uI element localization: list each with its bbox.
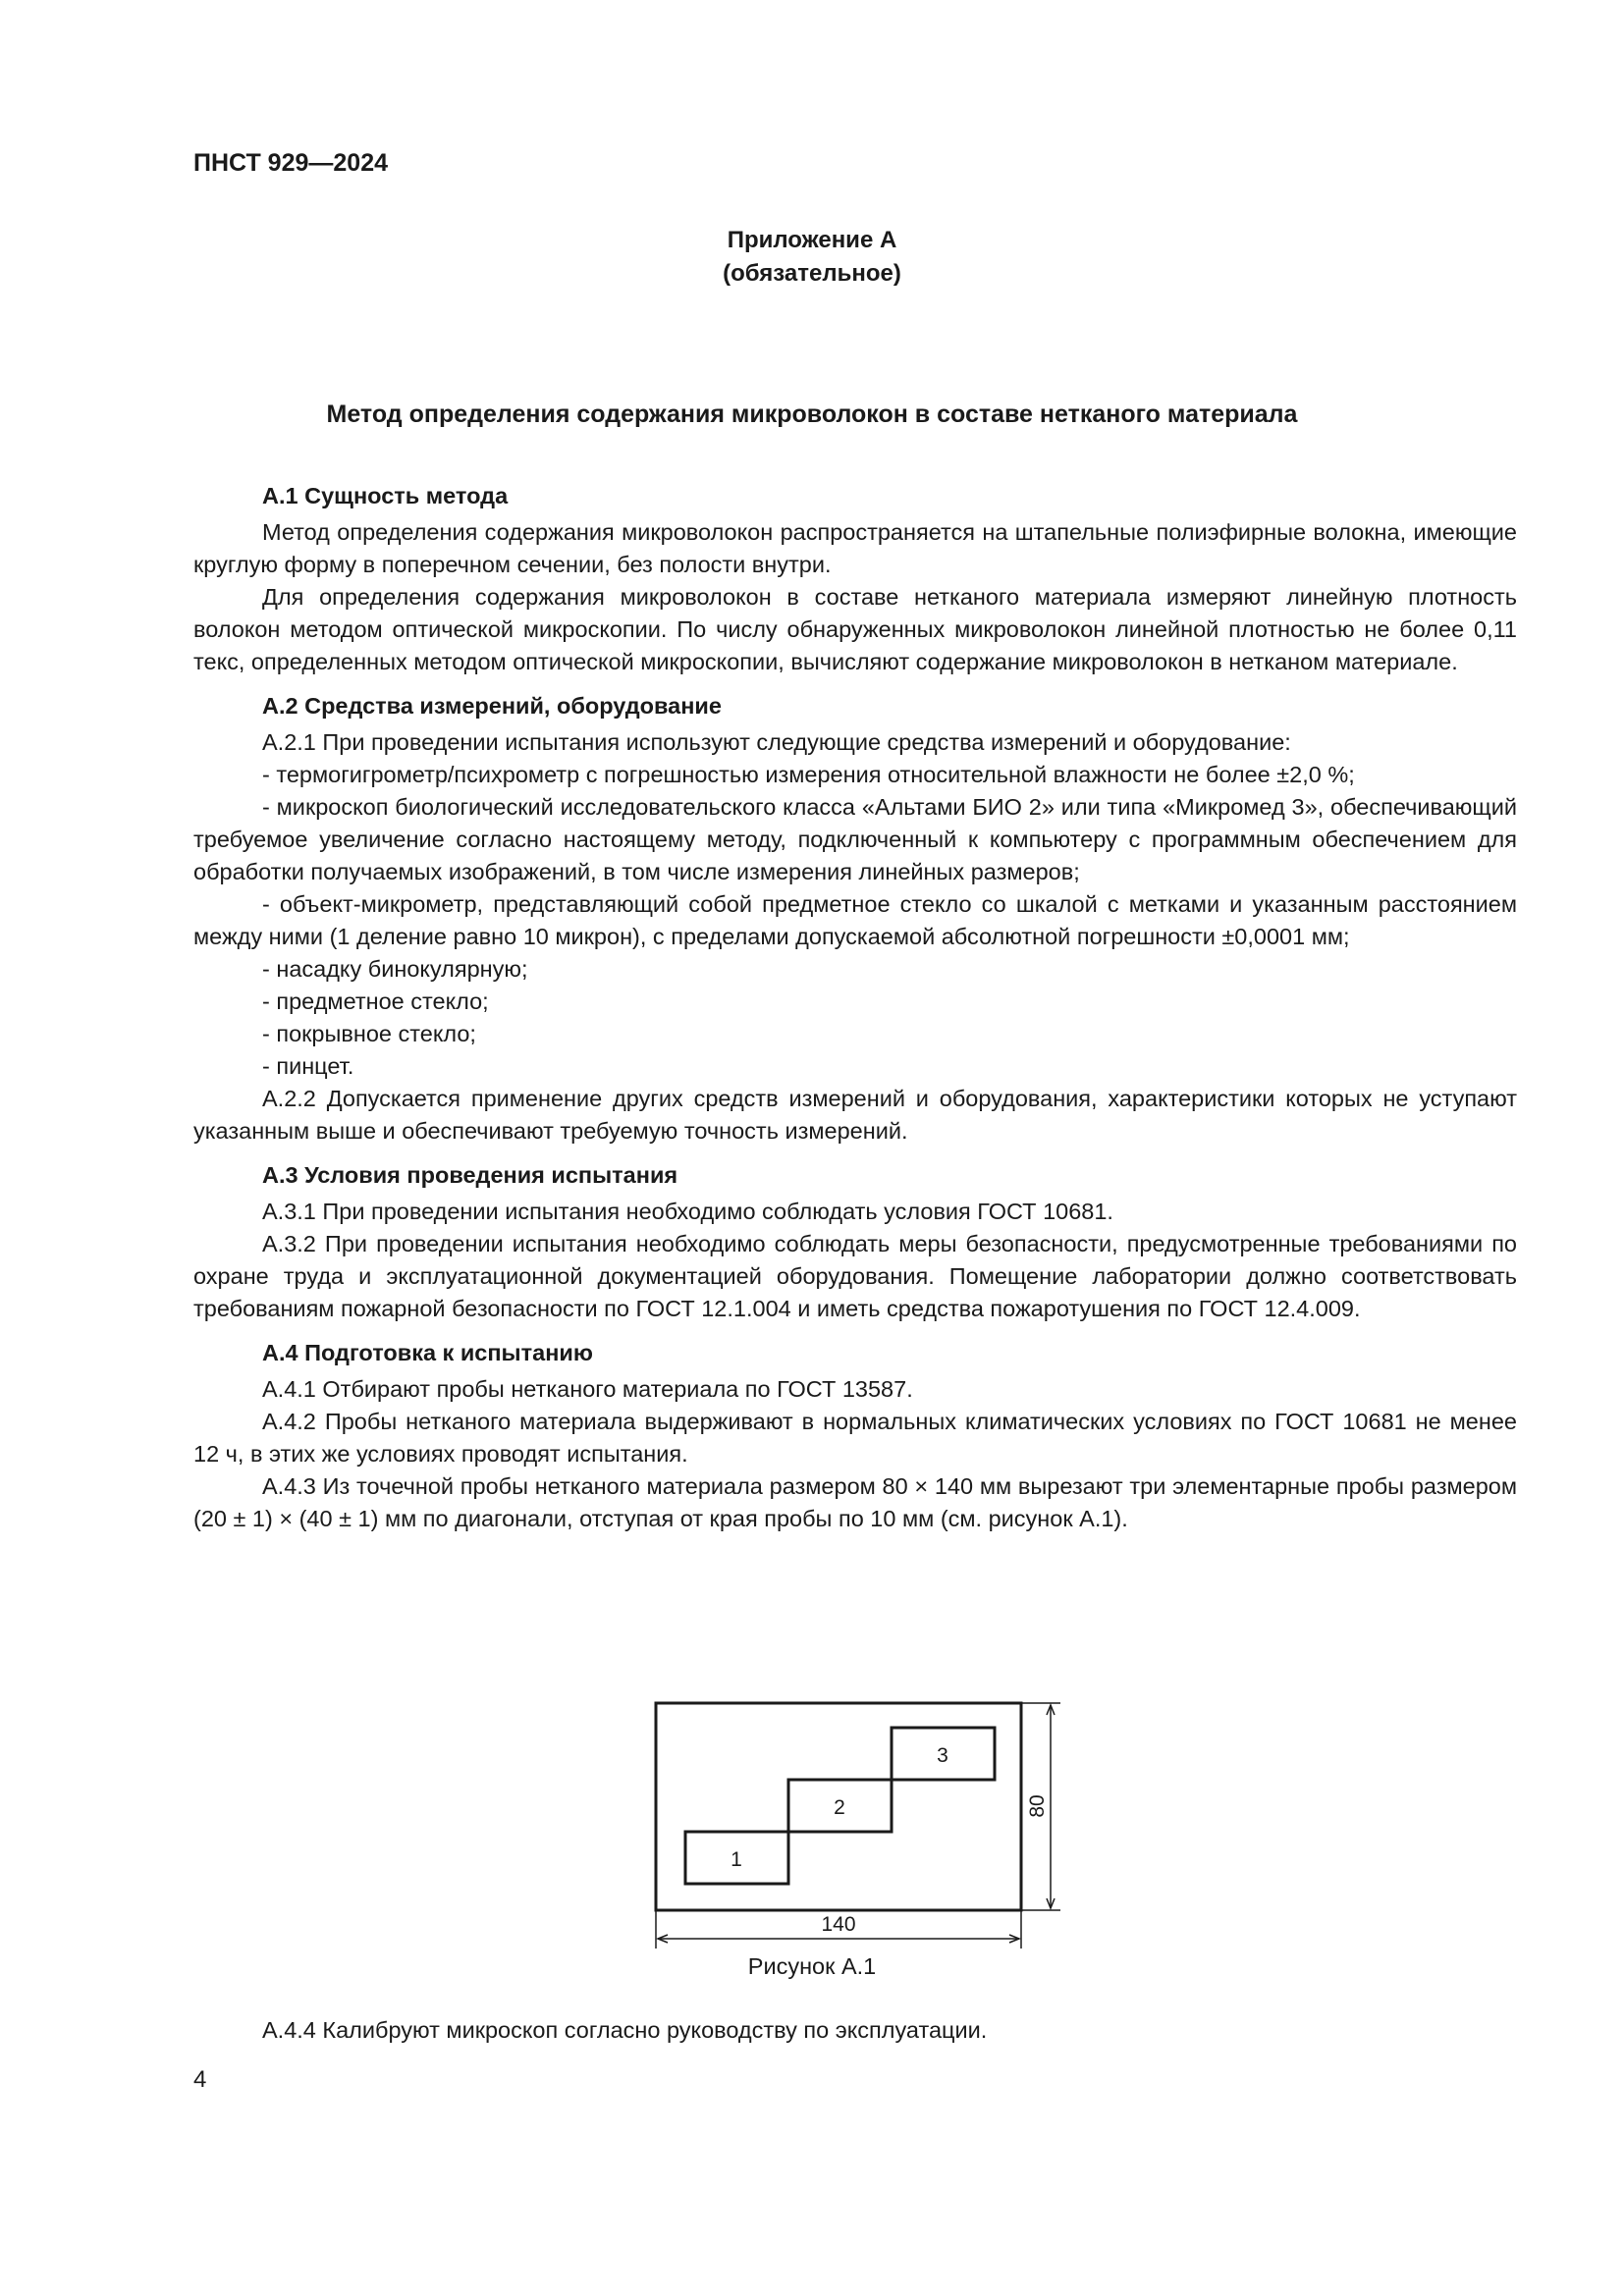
paragraph: А.4.1 Отбирают пробы нетканого материала по ГОСТ 13587. <box>262 1376 913 1402</box>
list-item: - насадку бинокулярную; <box>262 956 528 982</box>
list-item: - объект-микрометр, представляющий собой предметное стекло со шкалой с метками и указанным расстоянием между ними (1 деление равно 10 микрон), с пределами допускаемой абсолютной погрешности ±0,0001 мм; <box>193 891 1517 949</box>
method-title: Метод определения содержания микроволокон в составе нетканого материала <box>326 400 1298 428</box>
figure-caption: Рисунок А.1 <box>747 1953 877 1979</box>
paragraph: А.4.4 Калибруют микроскоп согласно руководству по эксплуатации. <box>262 2017 988 2043</box>
list-item: - покрывное стекло; <box>262 1021 476 1046</box>
paragraph: Метод определения содержания микроволокон распространяется на штапельные полиэфирные волокна, имеющие круглую форму в поперечном сечении, без полости внутри. <box>193 519 1517 577</box>
page-number: 4 <box>193 2066 207 2093</box>
paragraph: Для определения содержания микроволокон в составе нетканого материала измеряют линейную плотность волокон методом оптической микроскопии. По числу обнаруженных микроволокон линейной плотностью не более 0,11 текс, определенных методом оптической микроскопии, вычисляют содержание микроволокон в нетканом материале. <box>193 584 1517 674</box>
specimen-label-3: 3 <box>937 1744 948 1767</box>
list-item: - микроскоп биологический исследовательского класса «Альтами БИО 2» или типа «Микромед 3», обеспечивающий требуемое увеличение согласно настоящему методу, подключенный к компьютеру с программным обеспечением для обработки получаемых изображений, в том числе измерения линейных размеров; <box>193 794 1517 884</box>
figure-a1 <box>0 1669 1624 1936</box>
paragraph: А.4.2 Пробы нетканого материала выдерживают в нормальных климатических условиях по ГОСТ 10681 не менее 12 ч, в этих же условиях проводят испытания. <box>193 1409 1517 1467</box>
width-label: 140 <box>821 1913 856 1936</box>
list-item: - термогигрометр/психрометр с погрешностью измерения относительной влажности не более ±2,0 %; <box>262 762 1355 787</box>
section-heading: А.1 Сущность метода <box>262 483 509 508</box>
paragraph: А.2.2 Допускается применение других средств измерений и оборудования, характеристики которых не уступают указанным выше и обеспечивают требуемую точность измерений. <box>193 1086 1517 1144</box>
section-heading: А.2 Средства измерений, оборудование <box>262 693 722 719</box>
document-body <box>193 480 1517 1535</box>
document-body-continued <box>193 2014 1517 2047</box>
appendix-heading <box>0 224 1624 291</box>
appendix-title: Приложение А <box>727 227 897 253</box>
document-code: ПНСТ 929—2024 <box>193 149 388 177</box>
specimen-label-1: 1 <box>731 1848 742 1871</box>
appendix-subtitle: (обязательное) <box>723 260 901 287</box>
section-heading: А.4 Подготовка к испытанию <box>262 1340 593 1365</box>
section-heading: А.3 Условия проведения испытания <box>262 1162 678 1188</box>
specimen-label-2: 2 <box>834 1796 845 1819</box>
list-item: - предметное стекло; <box>262 988 489 1014</box>
paragraph: А.4.3 Из точечной пробы нетканого материала размером 80 × 140 мм вырезают три элементарные пробы размером (20 ± 1) × (40 ± 1) мм по диагонали, отступая от края пробы по 10 мм (см. рисунок А.1). <box>193 1473 1517 1531</box>
paragraph: А.3.1 При проведении испытания необходимо соблюдать условия ГОСТ 10681. <box>262 1199 1113 1224</box>
list-item: - пинцет. <box>262 1053 354 1079</box>
paragraph: А.3.2 При проведении испытания необходимо соблюдать меры безопасности, предусмотренные требованиями по охране труда и эксплуатационной документацией оборудования. Помещение лаборатории должно соответствовать требованиям пожарной безопасности по ГОСТ 12.1.004 и иметь средства пожаротушения по ГОСТ 12.4.009. <box>193 1231 1517 1321</box>
paragraph: А.2.1 При проведении испытания используют следующие средства измерений и оборудование: <box>262 729 1291 755</box>
height-label: 80 <box>1026 1794 1049 1818</box>
